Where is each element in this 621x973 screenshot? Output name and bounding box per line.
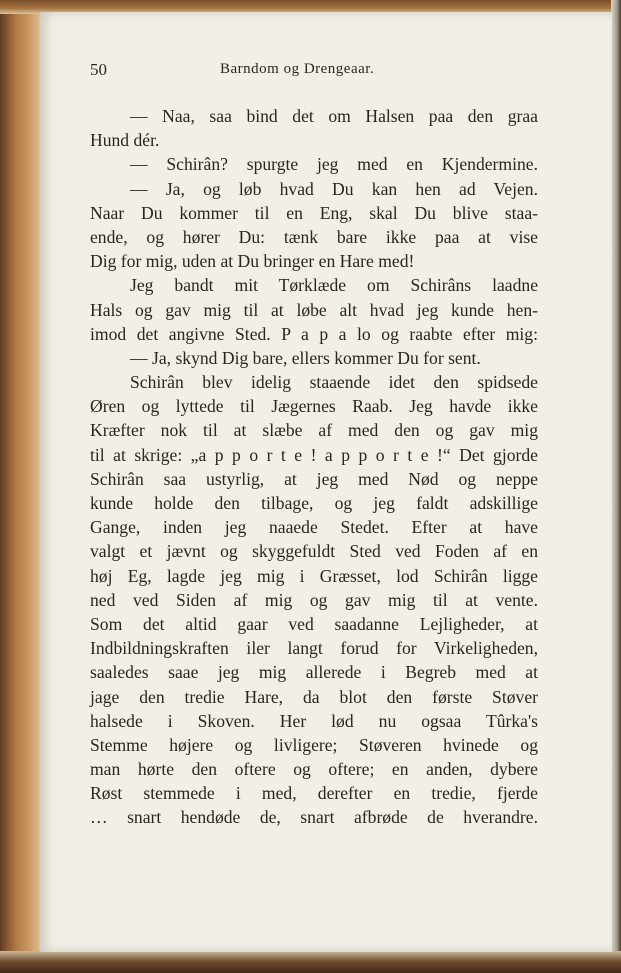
text-line: Røst stemmede i med, derefter en tredie, fjerde (90, 783, 538, 804)
text-line: halsede i Skoven. Her lød nu ogsaa Tûrka's (90, 710, 538, 731)
text-line: Jeg bandt mit Tørklæde om Schirâns laadne (130, 275, 538, 296)
text-line: ned ved Siden af mig og gav mig til at vente. (90, 589, 538, 610)
text-line: man hørte den oftere og oftere; en anden, dybere (90, 759, 538, 780)
page-number: 50 (90, 60, 107, 79)
text-line: saaledes saae jeg mig allerede i Begreb med at (90, 662, 538, 683)
page-header (90, 60, 530, 84)
text-line: Schirân blev idelig staaende idet den spidsede (130, 372, 538, 393)
text-line: Øren og lyttede til Jægernes Raab. Jeg havde ikke (90, 396, 538, 417)
text-line: Indbildningskraften iler langt forud for Virkeligheden, (90, 638, 538, 659)
book-edge-bottom (0, 951, 621, 973)
text-line: — Ja, skynd Dig bare, ellers kommer Du for sent. (130, 347, 481, 368)
text-line: Schirân saa ustyrlig, at jeg med Nød og neppe (90, 468, 538, 489)
text-line: høj Eg, lagde jeg mig i Græsset, lod Schirân ligge (90, 565, 538, 586)
text-line: Hund dér. (90, 130, 160, 151)
text-line: Hals og gav mig til at løbe alt hvad jeg kunde hen- (90, 299, 538, 320)
text-line: imod det angivne Sted. P a p a lo og raabte efter mig: (90, 323, 538, 344)
text-line: valgt et jævnt og skyggefuldt Sted ved Foden af en (90, 541, 538, 562)
text-line: — Ja, og løb hvad Du kan hen ad Vejen. (130, 178, 538, 199)
running-head: Barndom og Drengeaar. (220, 61, 375, 77)
text-line: Kræfter nok til at slæbe af med den og gav mig (90, 420, 538, 441)
text-line: Stemme højere og livligere; Støveren hvinede og (90, 734, 538, 755)
text-line: Naar Du kommer til en Eng, skal Du blive staa- (90, 202, 538, 223)
text-line: — Schirân? spurgte jeg med en Kjendermine. (130, 154, 538, 175)
text-line: … snart hendøde de, snart afbrøde de hverandre. (90, 807, 538, 828)
text-line: jage den tredie Hare, da blot den første Støver (90, 686, 538, 707)
text-line: Gange, inden jeg naaede Stedet. Efter at have (90, 517, 538, 538)
text-line: ende, og hører Du: tænk bare ikke paa at vise (90, 226, 538, 247)
text-line: Dig for mig, uden at Du bringer en Hare med! (90, 251, 415, 272)
book-edge-right (611, 0, 621, 973)
text-line: Som det altid gaar ved saadanne Lejligheder, at (90, 613, 538, 634)
text-line: — Naa, saa bind det om Halsen paa den graa (130, 106, 538, 126)
text-line: kunde holde den tilbage, og jeg faldt adskillige (90, 493, 538, 513)
body-text (90, 104, 538, 830)
text-line: til at skrige: „a p p o r t e ! a p p o r t e !“ Det gjorde (90, 444, 538, 465)
